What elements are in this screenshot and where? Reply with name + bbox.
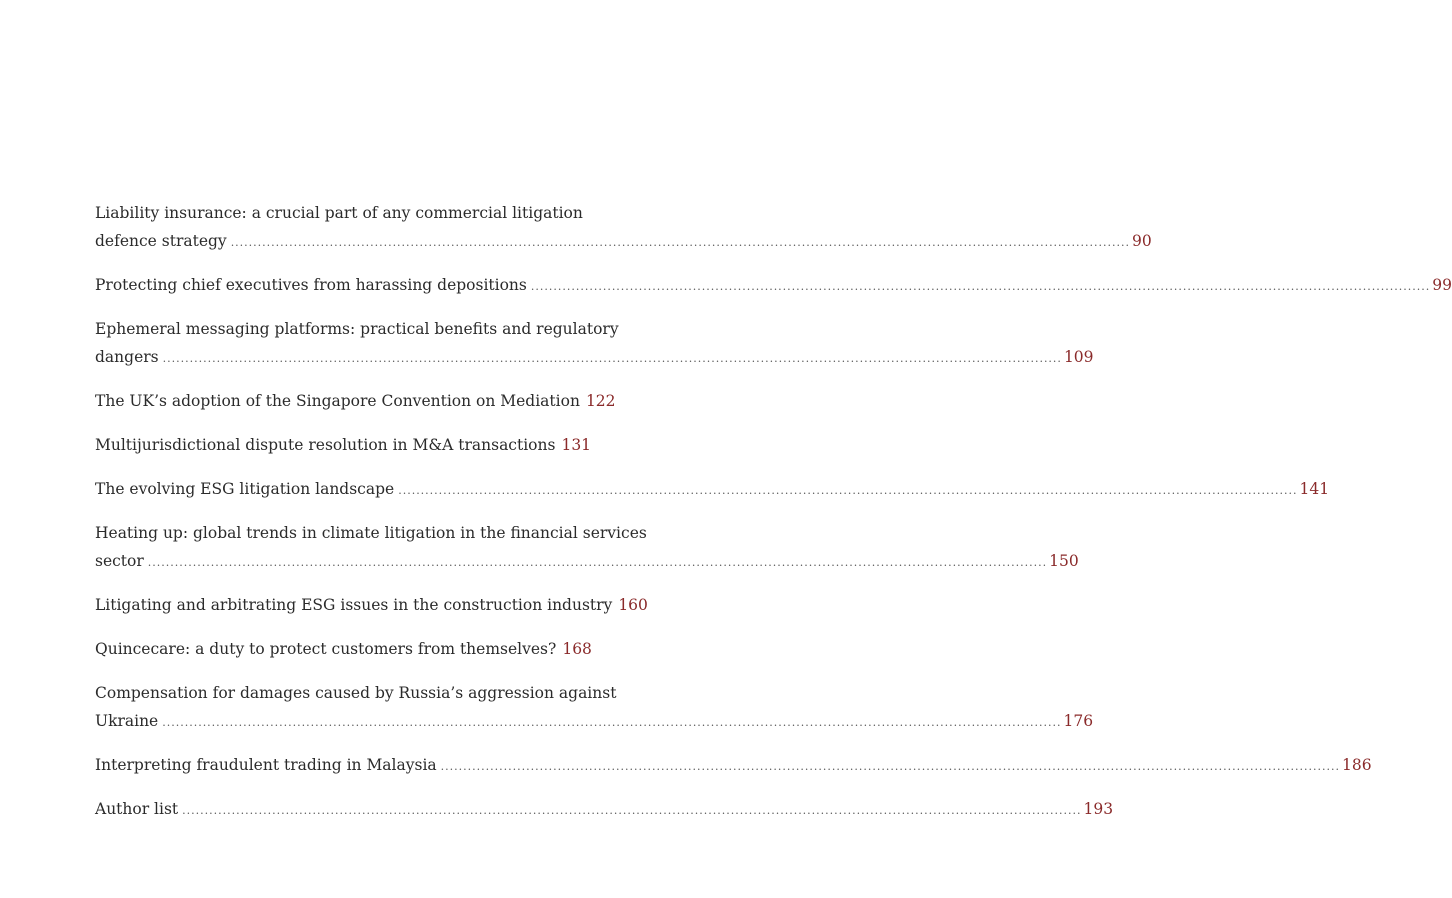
dot-leader: ........................................................................................................................................................................................................ bbox=[398, 484, 1298, 497]
dot-leader: ........................................................................................................................................................................................................ bbox=[162, 716, 1062, 729]
toc-entry-title: Quincecare: a duty to protect customers from themselves? bbox=[95, 640, 557, 658]
toc-entry-title: defence strategy bbox=[95, 232, 227, 250]
dot-leader: ........................................................................................................................................................................................................ bbox=[440, 760, 1340, 773]
toc-entry-title: Litigating and arbitrating ESG issues in the construction industry bbox=[95, 596, 613, 614]
dot-leader: ........................................................................................................................................................................................................ bbox=[530, 280, 1431, 293]
dot-leader: ........................................................................................................................................................................................................ bbox=[147, 556, 1048, 569]
toc-entry-title-line: Liability insurance: a crucial part of any commercial litigation bbox=[95, 204, 583, 222]
toc-entry-title: Protecting chief executives from harassing depositions bbox=[95, 276, 527, 294]
toc-entry[interactable] bbox=[95, 431, 592, 461]
toc-entry[interactable] bbox=[95, 199, 1152, 257]
page-number: 168 bbox=[562, 640, 592, 658]
toc-entry[interactable] bbox=[95, 679, 1094, 737]
toc-entry-title-line: Compensation for damages caused by Russia’s aggression against bbox=[95, 684, 617, 702]
toc-entry-title: sector bbox=[95, 552, 144, 570]
dot-leader: ........................................................................................................................................................................................................ bbox=[182, 804, 1082, 817]
toc-entry[interactable] bbox=[95, 591, 648, 621]
dot-leader: ........................................................................................................................................................................................................ bbox=[162, 352, 1062, 365]
dot-leader: ........................................................................................................................................................................................................ bbox=[230, 236, 1131, 249]
toc-entry-title: The evolving ESG litigation landscape bbox=[95, 480, 395, 498]
toc-entry-title: Interpreting fraudulent trading in Malaysia bbox=[95, 756, 437, 774]
toc-entry[interactable] bbox=[95, 795, 1114, 825]
toc-entry-title: Multijurisdictional dispute resolution in M&A transactions bbox=[95, 436, 556, 454]
table-of-contents bbox=[95, 199, 1452, 839]
toc-entry-title-line: Heating up: global trends in climate litigation in the financial services bbox=[95, 524, 647, 542]
page-number: 186 bbox=[1342, 756, 1372, 774]
toc-entry[interactable] bbox=[95, 635, 592, 665]
toc-entry[interactable] bbox=[95, 315, 1094, 373]
page-number: 141 bbox=[1299, 480, 1330, 498]
toc-entry-title: The UK’s adoption of the Singapore Convention on Mediation bbox=[95, 392, 580, 410]
page-number: 90 bbox=[1132, 232, 1152, 250]
page-number: 109 bbox=[1063, 348, 1094, 366]
page-number: 150 bbox=[1049, 552, 1079, 570]
page-number: 176 bbox=[1063, 712, 1094, 730]
toc-entry-title-line: Ephemeral messaging platforms: practical benefits and regulatory bbox=[95, 320, 619, 338]
page-number: 193 bbox=[1083, 800, 1114, 818]
page-number: 122 bbox=[585, 392, 616, 410]
toc-entry-title: Ukraine bbox=[95, 712, 159, 730]
toc-entry[interactable] bbox=[95, 751, 1372, 781]
toc-entry[interactable] bbox=[95, 387, 616, 417]
toc-entry[interactable] bbox=[95, 519, 1079, 577]
toc-entry[interactable] bbox=[95, 271, 1452, 301]
page-number: 99 bbox=[1432, 276, 1452, 294]
page-number: 131 bbox=[561, 436, 592, 454]
page-number: 160 bbox=[618, 596, 648, 614]
toc-entry-title: dangers bbox=[95, 348, 159, 366]
toc-entry[interactable] bbox=[95, 475, 1330, 505]
toc-entry-title: Author list bbox=[95, 800, 179, 818]
